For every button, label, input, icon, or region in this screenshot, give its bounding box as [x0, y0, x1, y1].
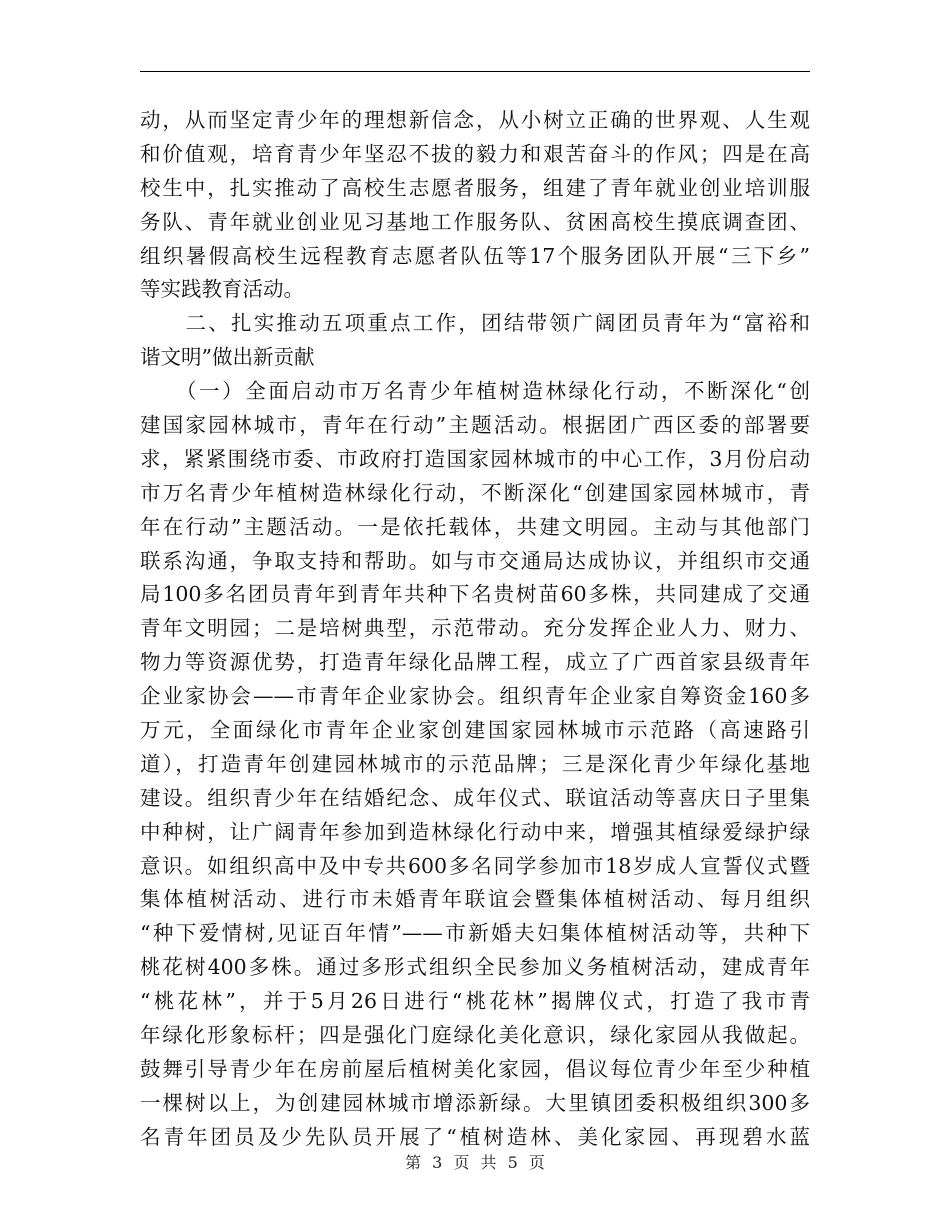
- text-line: 建国家园林城市，青年在行动”主题活动。根据团广西区委的部署要: [140, 413, 810, 438]
- text-line: 二、扎实推动五项重点工作，团结带领广阔团员青年为“富裕和: [140, 311, 810, 336]
- text-line: 求，紧紧围绕市委、市政府打造国家园林城市的中心工作，3月份启动: [140, 446, 810, 471]
- page-footer: 第 3 页 共 5 页: [405, 1153, 545, 1172]
- text-line: 年绿化形象标杆；四是强化门庭绿化美化意识，绿化家园从我做起。: [140, 1023, 810, 1048]
- text-line: 动，从而坚定青少年的理想新信念，从小树立正确的世界观、人生观: [140, 108, 810, 132]
- text-line: “桃花林”，并于5月26日进行“桃花林”揭牌仪式，打造了我市青: [140, 989, 810, 1014]
- text-line: 等实践教育活动。: [140, 277, 304, 302]
- text-line: 万元，全面绿化市青年企业家创建国家园林城市示范路（高速路引: [140, 718, 810, 743]
- text-line: 建设。组织青少年在结婚纪念、成年仪式、联谊活动等喜庆日子里集: [140, 785, 810, 810]
- text-line: 意识。如组织高中及中专共600多名同学参加市18岁成人宣誓仪式暨: [140, 853, 810, 878]
- text-line: 一棵树以上，为创建园林城市增添新绿。大里镇团委积极组织300多: [140, 1090, 810, 1115]
- text-line: 组织暑假高校生远程教育志愿者队伍等17个服务团队开展“三下乡”: [140, 243, 810, 268]
- body-text: [140, 104, 810, 1155]
- text-line: “种下爱情树,见证百年情”——市新婚夫妇集体植树活动等，共种下: [140, 921, 810, 946]
- text-line: 集体植树活动、进行市未婚青年联谊会暨集体植树活动、每月组织: [140, 887, 810, 912]
- text-line: 鼓舞引导青少年在房前屋后植树美化家园，倡议每位青少年至少种植: [140, 1056, 810, 1081]
- text-line: 道），打造青年创建园林城市的示范品牌；三是深化青少年绿化基地: [140, 751, 810, 776]
- text-line: 谐文明”做出新贡献: [140, 345, 315, 370]
- text-line: 企业家协会——市青年企业家协会。组织青年企业家自筹资金160多: [140, 684, 810, 709]
- text-line: 联系沟通，争取支持和帮助。如与市交通局达成协议，并组织市交通: [140, 548, 810, 573]
- text-line: （一）全面启动市万名青少年植树造林绿化行动，不断深化“创: [140, 379, 810, 404]
- text-line: 物力等资源优势，打造青年绿化品牌工程，成立了广西首家县级青年: [140, 650, 810, 675]
- text-line: 桃花树400多株。通过多形式组织全民参加义务植树活动，建成青年: [140, 955, 810, 980]
- text-line: 名青年团员及少先队员开展了“植树造林、美化家园、再现碧水蓝: [140, 1124, 810, 1149]
- text-line: 青年文明园；二是培树典型，示范带动。充分发挥企业人力、财力、: [140, 616, 810, 641]
- text-line: 和价值观，培育青少年坚忍不拔的毅力和艰苦奋斗的作风；四是在高: [140, 141, 810, 166]
- text-line: 市万名青少年植树造林绿化行动，不断深化“创建国家园林城市，青: [140, 480, 810, 505]
- text-line: 局100多名团员青年到青年共种下名贵树苗60多株，共同建成了交通: [140, 582, 810, 607]
- text-line: 年在行动”主题活动。一是依托载体，共建文明园。主动与其他部门: [140, 514, 810, 539]
- text-line: 务队、青年就业创业见习基地工作服务队、贫困高校生摸底调查团、: [140, 209, 810, 234]
- text-line: 中种树，让广阔青年参加到造林绿化行动中来，增强其植绿爱绿护绿: [140, 819, 810, 844]
- text-line: 校生中，扎实推动了高校生志愿者服务，组建了青年就业创业培训服: [140, 175, 810, 200]
- header-rule: [140, 71, 810, 72]
